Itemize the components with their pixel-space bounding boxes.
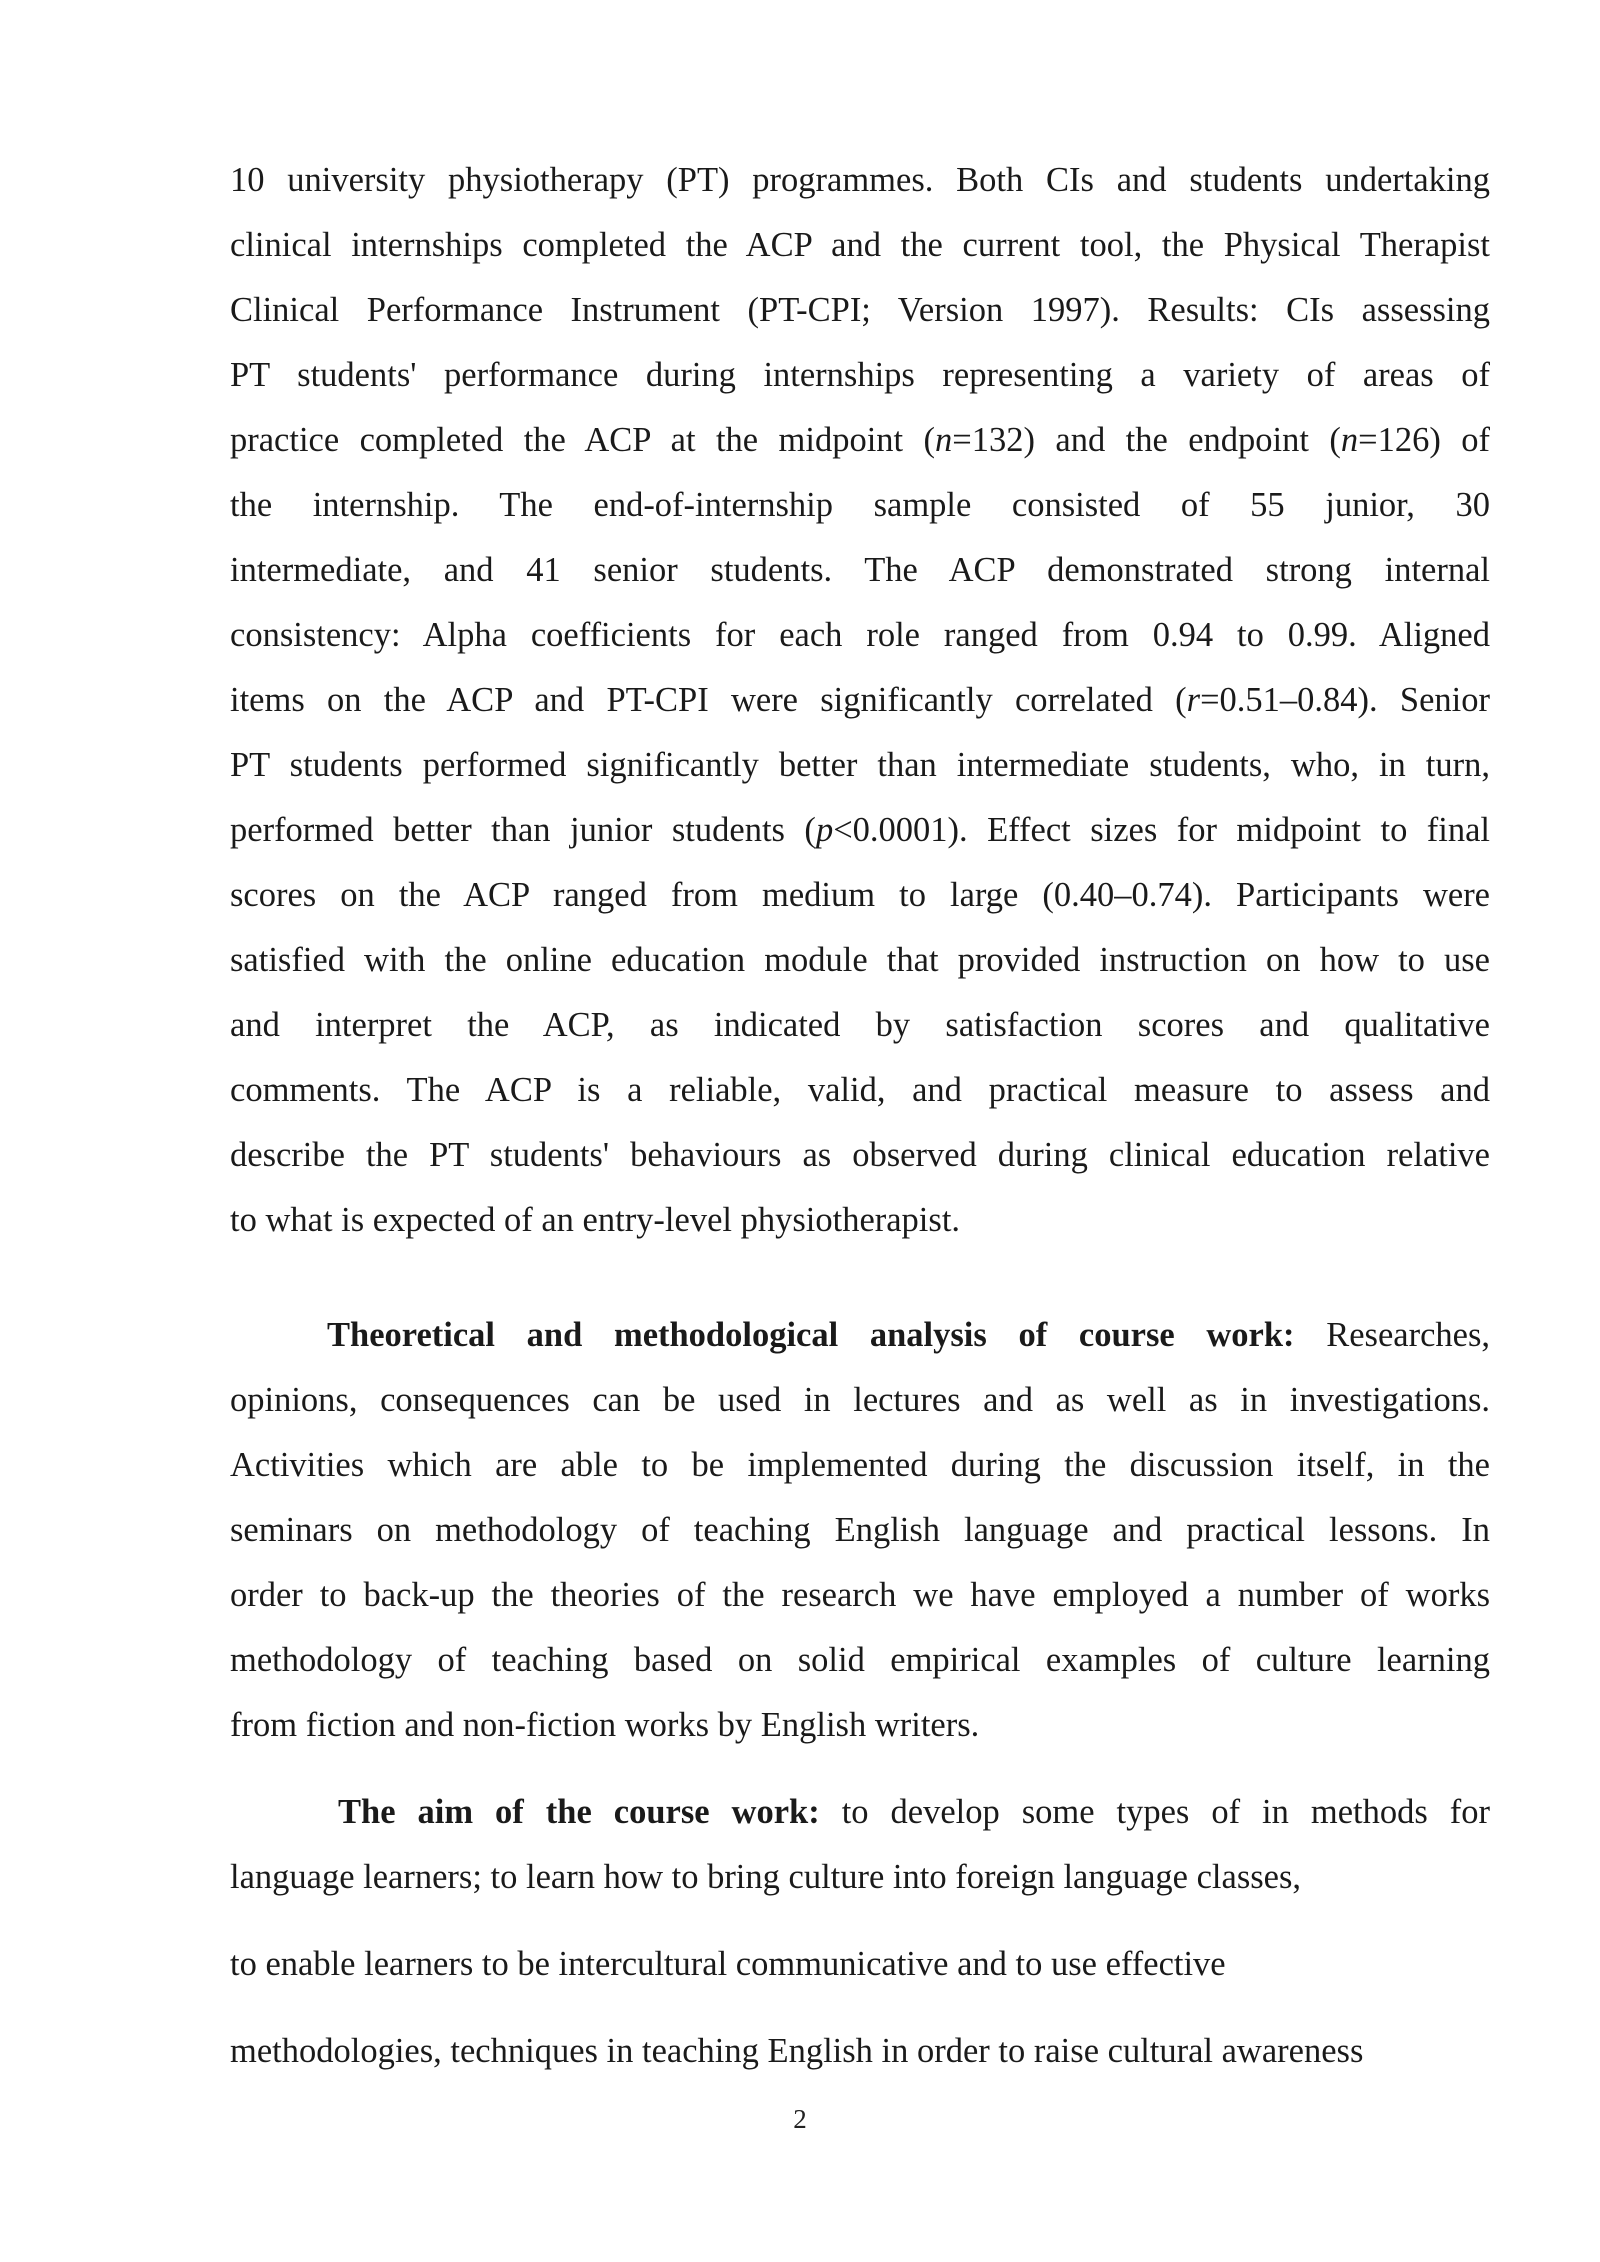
theoretical-first-line-text: Researches, [1294,1316,1490,1354]
aim-first-line-text: to develop some types of in methods for [819,1793,1490,1831]
text-line: from fiction and non-fiction works by English writers. [230,1706,980,1744]
text-line: the internship. The end-of-internship sample consisted of 55 junior, 30 [230,486,1490,524]
text-line: opinions, consequences can be used in lectures and as well as in investigations. [230,1381,1490,1419]
text-line: methodologies, techniques in teaching English in order to raise cultural awareness [230,2032,1364,2070]
aim-continuation-line [230,2019,1490,2084]
document-page [230,148,1490,2084]
text-line: comments. The ACP is a reliable, valid, and practical measure to assess and [230,1071,1490,1109]
text-line: practice completed the ACP at the midpoint (n=132) and the endpoint (n=126) of [230,421,1491,459]
theoretical-heading: Theoretical and methodological analysis of course work: [327,1316,1295,1354]
text-line: order to back-up the theories of the research we have employed a number of works [230,1576,1490,1614]
abstract-paragraph [230,148,1490,1253]
aim-paragraph [230,1780,1490,1910]
text-line: to enable learners to be intercultural communicative and to use effective [230,1945,1226,1983]
text-line: items on the ACP and PT-CPI were significantly correlated (r=0.51–0.84). Senior [230,681,1490,719]
text-line: consistency: Alpha coefficients for each role ranged from 0.94 to 0.99. Aligned [230,616,1490,654]
text-line: Clinical Performance Instrument (PT-CPI; Version 1997). Results: CIs assessing [230,291,1490,329]
text-line: scores on the ACP ranged from medium to large (0.40–0.74). Participants were [230,876,1490,914]
text-line: and interpret the ACP, as indicated by satisfaction scores and qualitative [230,1006,1490,1044]
text-line: to what is expected of an entry-level physiotherapist. [230,1201,961,1239]
text-line: seminars on methodology of teaching English language and practical lessons. In [230,1511,1490,1549]
aim-heading: The aim of the course work: [338,1793,820,1831]
text-line: 10 university physiotherapy (PT) programmes. Both CIs and students undertaking [230,161,1490,199]
text-line: methodology of teaching based on solid empirical examples of culture learning [230,1641,1490,1679]
text-line: Activities which are able to be implemented during the discussion itself, in the [230,1446,1490,1484]
text-line: PT students performed significantly better than intermediate students, who, in turn, [230,746,1490,784]
text-line: clinical internships completed the ACP and the current tool, the Physical Therapist [230,226,1490,264]
aim-continuation-line [230,1932,1490,1997]
page-number: 2 [793,2104,807,2134]
text-line: language learners; to learn how to bring culture into foreign language classes, [230,1858,1302,1896]
text-line: PT students' performance during internships representing a variety of areas of [230,356,1490,394]
theoretical-analysis-paragraph [230,1303,1490,1758]
text-line: describe the PT students' behaviours as observed during clinical education relative [230,1136,1490,1174]
text-line: satisfied with the online education module that provided instruction on how to use [230,941,1490,979]
text-line [230,1303,1490,1368]
text-line: performed better than junior students (p<0.0001). Effect sizes for midpoint to final [230,811,1491,849]
text-line: intermediate, and 41 senior students. The ACP demonstrated strong internal [230,551,1490,589]
text-line [230,1780,1490,1845]
